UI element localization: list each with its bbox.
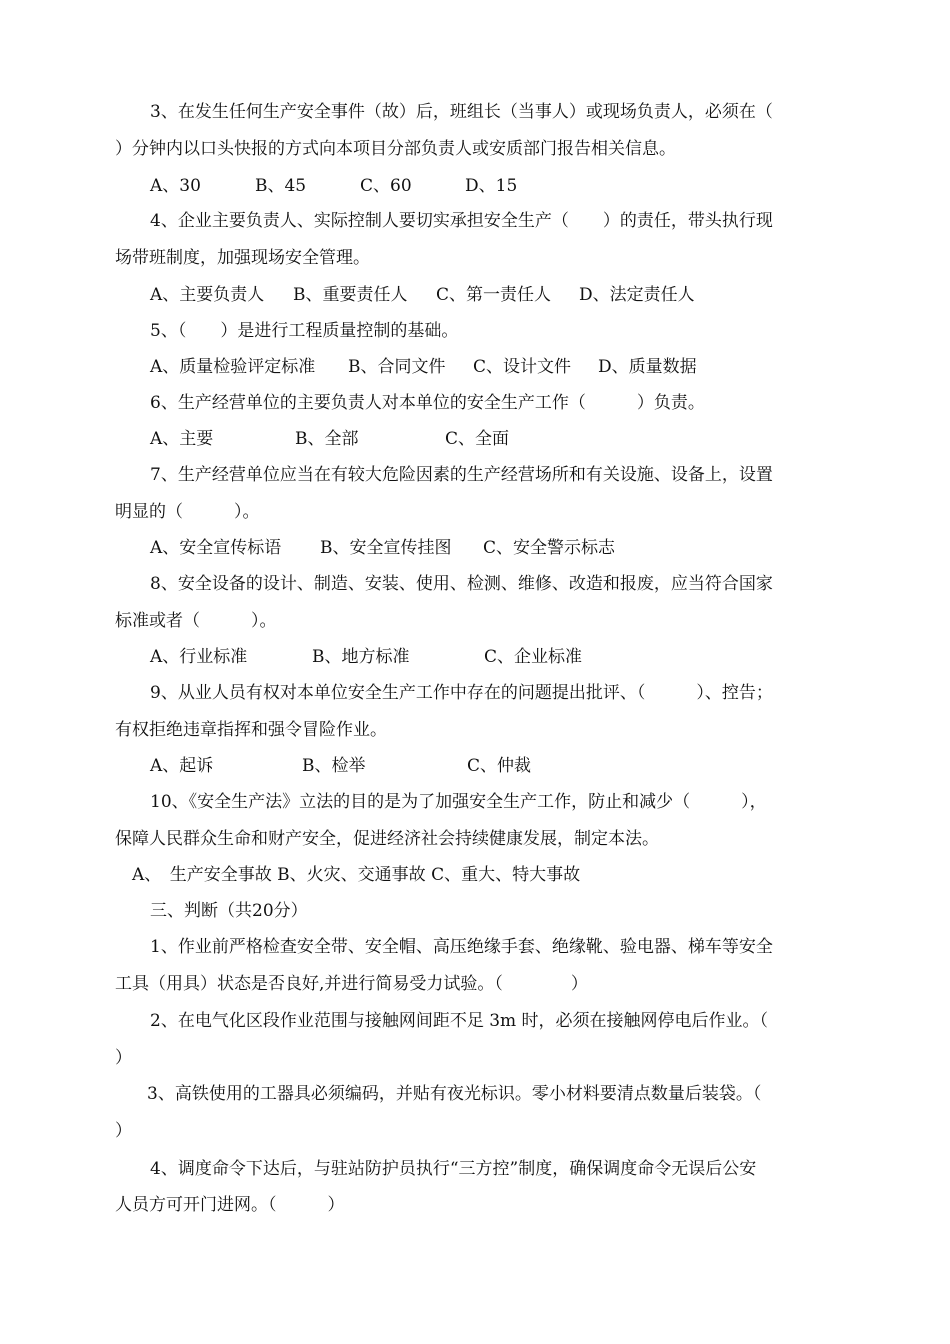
judge-2-line-2: ）	[115, 1048, 132, 1068]
judge-1-line-1: 1、作业前严格检查安全带、安全帽、高压绝缘手套、绝缘靴、验电器、梯车等安全	[150, 937, 773, 957]
question-4-line-1: 4、企业主要负责人、实际控制人要切实承担安全生产（ ）的责任，带头执行现	[150, 211, 773, 231]
option-c: C、60	[360, 176, 412, 196]
question-8-options	[150, 644, 910, 670]
option-b: B、全部	[295, 429, 359, 449]
option-a: A、安全宣传标语	[150, 538, 282, 558]
option-b: B、地方标准	[312, 647, 410, 667]
judge-4-line-1: 4、调度命令下达后，与驻站防护员执行“三方控”制度，确保调度命令无误后公安	[150, 1159, 757, 1179]
option-a: A、主要负责人	[150, 285, 265, 305]
option-d: D、质量数据	[598, 357, 697, 377]
option-b: B、检举	[302, 756, 366, 776]
question-10-line-1: 10、《安全生产法》立法的目的是为了加强安全生产工作，防止和减少（ ），	[150, 792, 767, 812]
option-a: A、主要	[150, 429, 214, 449]
question-6-line-1: 6、生产经营单位的主要负责人对本单位的安全生产工作（ ）负责。	[150, 393, 705, 413]
question-4-line-2: 场带班制度，加强现场安全管理。	[115, 248, 370, 268]
question-7-options	[150, 535, 910, 561]
option-c: C、设计文件	[473, 357, 572, 377]
option-b: B、重要责任人	[293, 285, 408, 305]
option-d: D、法定责任人	[579, 285, 695, 305]
option-c: C、企业标准	[484, 647, 583, 667]
option-a: A、质量检验评定标准	[150, 357, 316, 377]
question-9-options	[150, 753, 910, 779]
question-3-line-2: ）分钟内以口头快报的方式向本项目分部负责人或安质部门报告相关信息。	[115, 139, 676, 159]
option-b: B、合同文件	[348, 357, 446, 377]
option-c: C、仲裁	[467, 756, 532, 776]
judge-3-line-2: ）	[115, 1121, 132, 1141]
question-9-line-2: 有权拒绝违章指挥和强令冒险作业。	[115, 720, 387, 740]
option-c: C、全面	[445, 429, 510, 449]
option-a: A、30	[150, 176, 201, 196]
question-8-line-1: 8、安全设备的设计、制造、安装、使用、检测、维修、改造和报废，应当符合国家	[150, 574, 773, 594]
option-b: B、安全宣传挂图	[320, 538, 452, 558]
question-4-options	[150, 282, 910, 308]
question-5-line-1: 5、（ ）是进行工程质量控制的基础。	[150, 321, 459, 341]
section-3-title: 三、判断（共20分）	[150, 901, 308, 921]
question-10-options: A、 生产安全事故 B、火灾、交通事故 C、重大、特大事故	[132, 865, 581, 885]
question-10-line-2: 保障人民群众生命和财产安全，促进经济社会持续健康发展，制定本法。	[115, 829, 659, 849]
question-5-options	[150, 354, 910, 380]
option-c: C、第一责任人	[436, 285, 552, 305]
question-7-line-1: 7、生产经营单位应当在有较大危险因素的生产经营场所和有关设施、设备上，设置	[150, 465, 773, 485]
option-b: B、45	[255, 176, 307, 196]
judge-3-line-1: 3、高铁使用的工器具必须编码，并贴有夜光标识。零小材料要清点数量后装袋。（	[147, 1084, 762, 1104]
judge-2-line-1: 2、在电气化区段作业范围与接触网间距不足 3m 时，必须在接触网停电后作业。（	[150, 1011, 769, 1031]
option-a: A、起诉	[150, 756, 214, 776]
question-6-options	[150, 426, 910, 452]
option-a: A、行业标准	[150, 647, 248, 667]
question-7-line-2: 明显的（ ）。	[115, 502, 260, 522]
judge-4-line-2: 人员方可开门进网。（ ）	[115, 1195, 345, 1215]
question-9-line-1: 9、从业人员有权对本单位安全生产工作中存在的问题提出批评、（ ）、控告；	[150, 683, 773, 703]
option-d: D、15	[465, 176, 518, 196]
question-3-line-1: 3、在发生任何生产安全事件（故）后，班组长（当事人）或现场负责人，必须在（	[150, 102, 773, 122]
question-3-options	[150, 173, 910, 199]
question-8-line-2: 标准或者（ ）。	[115, 611, 277, 631]
judge-1-line-2: 工具（用具）状态是否良好,并进行简易受力试验。（ ）	[115, 974, 588, 994]
option-c: C、安全警示标志	[483, 538, 616, 558]
